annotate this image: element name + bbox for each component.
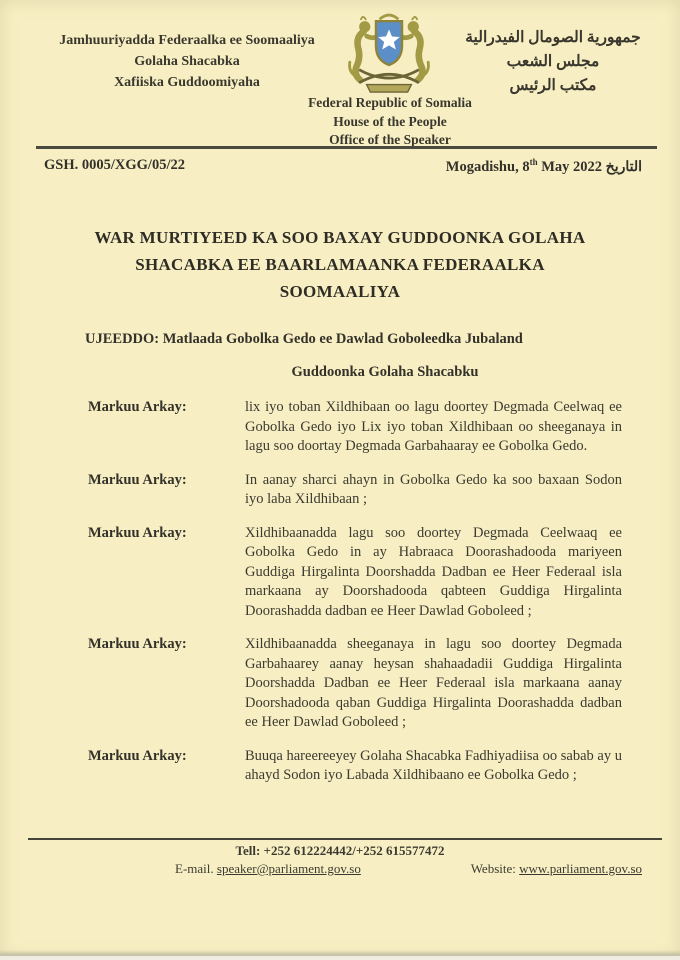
document-title	[40, 224, 640, 306]
subject-line: UJEEDDO: Matlaada Gobolka Gedo ee Dawlad Goboleedka Jubaland	[85, 331, 523, 347]
clause-text: Xildhibaanadda lagu soo doortey Degmada Ceelwaaq ee Gobolka Gedo in ay Habraaca Doorashadooda mariyeen Guddiga Hirgalinta Doorshadda Dadban ee Heer Federaal isla markaana ay Doorshadooda qabteen Guddiga Hirgalinta Doorashadda dadban ee Heer Dawlad Goboleed ;	[245, 524, 622, 619]
english-line-1: Federal Republic of Somalia	[308, 95, 472, 110]
clauses-section	[88, 398, 622, 800]
clause-label: Markuu Arkay:	[88, 471, 187, 488]
somali-line-3: Xafiiska Guddoomiyaha	[114, 75, 260, 90]
reference-row	[44, 157, 642, 176]
date-line	[446, 157, 642, 176]
footer-telephone: Tell: +252 612224442/+252 615577472	[235, 843, 445, 858]
date-rest: May 2022	[537, 158, 603, 175]
website-label: Website:	[470, 861, 516, 876]
email-link[interactable]: speaker@parliament.gov.so	[216, 861, 361, 876]
reference-number: GSH. 0005/XGG/05/22	[44, 157, 185, 173]
letterhead-arabic	[446, 26, 660, 98]
header-divider-line	[36, 146, 657, 149]
date-city: Mogadishu, 8	[445, 158, 530, 175]
letterhead-english	[266, 94, 514, 150]
clause-label: Markuu Arkay:	[88, 747, 187, 764]
somalia-coat-of-arms-icon	[330, 8, 448, 99]
clause-row	[88, 635, 622, 733]
title-line-3: SOOMAALIYA	[279, 282, 401, 302]
footer-website	[471, 861, 642, 877]
english-line-3: Office of the Speaker	[329, 132, 451, 148]
clause-text: Xildhibaanadda sheeganaya in lagu soo doortey Degmada Garbahaarey aanay heysan shahaadadii Guddiga Hirgalinta Doorshadda Dadban ee Heer Federaal isla markaana aanay Doorshadooda qaban Guddiga Hirgalinta Doorashadda dadban ee Heer Dawlad Goboleed ;	[245, 636, 622, 730]
somali-line-1: Jamhuuriyadda Federaalka ee Soomaaliya	[59, 33, 315, 48]
title-line-1: WAR MURTIYEED KA SOO BAXAY GUDDOONKA GOLAHA	[94, 228, 586, 247]
footer-contact-row	[0, 861, 680, 879]
title-line-2: SHACABKA EE BAARLAMAANKA FEDERAALKA	[135, 255, 545, 275]
footer-email	[175, 861, 361, 877]
letterhead	[0, 0, 680, 148]
arabic-line-2: مجلس الشعب	[506, 53, 600, 71]
page-bottom-edge	[0, 950, 680, 960]
clause-row	[88, 398, 622, 457]
arabic-line-1: جمهورية الصومال الفيدرالية	[465, 29, 641, 46]
letterhead-somali	[36, 30, 338, 93]
clause-text: lix iyo toban Xildhibaan oo lagu doortey Degmada Ceelwaq ee Gobolka Gedo iyo Lix iyo toban Xildhibaan oo sheeganaya in lagu soo doortay Degmada Garbahaaray ee Gobolka Gedo.	[245, 399, 622, 454]
clause-text: In aanay sharci ahayn in Gobolka Gedo ka soo baxaan Sodon iyo laba Xildhibaan ;	[245, 471, 622, 507]
clause-text: Buuqa hareereeyey Golaha Shacabka Fadhiyadiisa oo sabab ay u ahayd Sodon iyo Labada Xildhibaano ee Gobolka Gedo ;	[245, 747, 622, 783]
clause-row	[88, 471, 622, 510]
arabic-line-3: مكتب الرئيس	[509, 77, 597, 95]
website-link[interactable]: www.parliament.gov.so	[519, 861, 642, 876]
clause-label: Markuu Arkay:	[88, 636, 187, 652]
clause-label: Markuu Arkay:	[88, 399, 187, 415]
clause-label: Markuu Arkay:	[88, 524, 187, 541]
clause-row	[88, 747, 622, 786]
date-arabic-label: التاريخ	[605, 159, 642, 175]
subheading: Guddoonka Golaha Shacabku	[291, 364, 479, 380]
date-ordinal: th	[529, 157, 538, 167]
english-line-2: House of the People	[333, 113, 447, 129]
email-label: E-mail.	[175, 861, 214, 876]
clause-row	[88, 524, 622, 622]
somali-line-2: Golaha Shacabka	[134, 54, 240, 69]
footer-divider-line	[28, 838, 662, 840]
